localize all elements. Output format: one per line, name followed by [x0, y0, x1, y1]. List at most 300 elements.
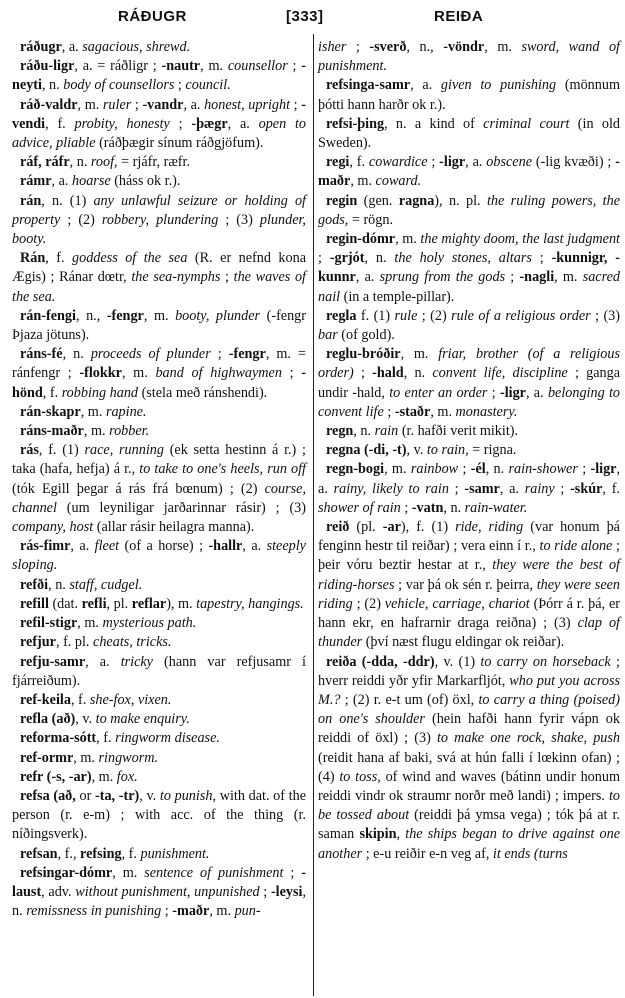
entry-text: , a. = ráðligr ; — [74, 58, 162, 75]
gloss: to carry on horseback — [480, 653, 611, 670]
headword: rán — [20, 192, 42, 209]
gloss: staff, cudgel. — [69, 576, 143, 593]
entry-text: , f., — [57, 845, 81, 862]
gloss: mysterious path. — [102, 615, 197, 632]
gloss: tapestry, hangings. — [196, 595, 304, 612]
entry-text: ; þeir vóru beztir hestar at r., — [318, 538, 620, 574]
entry-text: , m. — [112, 864, 145, 881]
entry-text: , f. — [96, 730, 116, 747]
entry-text: ; (2) — [352, 595, 385, 612]
entry-text: ; — [427, 154, 440, 171]
dictionary-entry — [318, 38, 620, 76]
entry-text: , — [396, 826, 406, 843]
dictionary-entry — [318, 76, 620, 114]
entry-text: (pl. — [349, 519, 383, 536]
entry-text: ; — [259, 883, 271, 900]
entry-text: ; — [131, 96, 143, 113]
dictionary-entry — [318, 307, 620, 345]
entry-text: , a. — [318, 461, 621, 497]
entry-text: , m. = ránfengr ; — [12, 346, 307, 382]
entry-text: , m. — [350, 173, 376, 190]
gloss: rainy — [524, 480, 555, 497]
entry-text: , n. — [62, 346, 91, 363]
entry-text: , n. — [353, 423, 375, 440]
entry-text: = rigna. — [468, 442, 517, 459]
headword: rán-skapr — [20, 403, 81, 420]
entry-text: (of gold). — [337, 327, 395, 344]
gloss: it ends (turns — [492, 845, 568, 862]
headword: -maðr — [172, 903, 210, 920]
gloss: criminal court — [483, 115, 570, 132]
dictionary-entry — [12, 729, 306, 748]
headword: rán-fengi — [20, 307, 76, 324]
entry-text: , a. — [183, 96, 205, 113]
dictionary-entry — [318, 153, 620, 191]
gloss: fox. — [116, 768, 138, 785]
headword: -kunnigr, -kunnr — [318, 250, 621, 286]
gloss: rainbow — [410, 461, 459, 478]
gloss: rain-water. — [464, 499, 528, 516]
entry-text: ; — [577, 461, 591, 478]
headword: -skúr — [570, 480, 603, 497]
gloss: booty, plunder — [175, 307, 261, 324]
gloss: probity, honesty — [74, 115, 170, 132]
headword: -vandr — [142, 96, 184, 113]
entry-text: , a. — [499, 480, 525, 497]
dictionary-entry — [12, 38, 306, 57]
gloss: proceeds of plunder — [90, 346, 211, 363]
dictionary-entry — [12, 422, 306, 441]
entry-text: , f. — [45, 115, 75, 132]
entry-text: , m. — [73, 749, 99, 766]
entry-text: , m. — [121, 365, 156, 382]
entry-text: , m. — [143, 307, 176, 324]
entry-text: , adv. — [41, 883, 76, 900]
gloss: counsellor — [227, 58, 288, 75]
headword: refði — [20, 576, 49, 593]
gloss: cheats, tricks. — [93, 634, 172, 651]
dictionary-entry — [318, 441, 620, 460]
entry-text: ; — [290, 96, 302, 113]
entry-text: (in a temple-pillar). — [340, 288, 455, 305]
entry-text: , m. — [209, 903, 235, 920]
gloss: ringworm. — [98, 749, 159, 766]
entry-text: , n. — [443, 499, 465, 516]
dictionary-entry — [318, 653, 620, 864]
entry-text: ; — [505, 269, 520, 286]
gloss: course, channel — [12, 480, 306, 516]
gloss: belonging to convent life — [318, 384, 620, 420]
dictionary-entry — [12, 845, 306, 864]
gloss: ruler — [102, 96, 132, 113]
entry-text: , a. — [410, 77, 441, 94]
gloss: plunder, booty. — [12, 211, 306, 248]
entry-text: ; — [174, 77, 186, 94]
gloss: sword, wand of punishment. — [318, 39, 620, 75]
gloss: ride, riding — [455, 519, 524, 536]
headword: -ta, -tr) — [95, 787, 140, 804]
entry-text: ; — [353, 365, 373, 382]
gloss: the waves of the sea. — [12, 269, 306, 305]
entry-text: , f. — [602, 480, 620, 497]
dictionary-entry — [318, 345, 620, 422]
entry-text: (reiddi þá ymsa vega) ; tók þá at r. saman — [318, 807, 620, 843]
gloss: rapine. — [105, 403, 147, 420]
entry-text: (hann var refjusamr í fjárreiðum). — [12, 653, 306, 689]
headword: regn-bogi — [326, 461, 385, 478]
dictionary-entry — [318, 192, 620, 230]
gloss: rule — [394, 307, 418, 324]
entry-text: ; ganga undir -hald, — [318, 365, 621, 401]
entry-text: ), m. — [166, 595, 197, 612]
headword: -neyti — [12, 58, 306, 94]
entry-text: , a. — [85, 653, 121, 670]
headword: regla — [326, 307, 357, 324]
entry-text: ; — [554, 480, 571, 497]
dictionary-entry — [12, 441, 306, 537]
headword: refla (að) — [20, 711, 76, 728]
entry-text: , n. — [69, 154, 91, 171]
dictionary-entry — [318, 230, 620, 307]
dictionary-entry — [12, 633, 306, 652]
headword: refju-samr — [20, 653, 86, 670]
entry-text: ; e-u reiðir e-n veg af, — [362, 845, 493, 862]
headword: regin-dómr — [326, 231, 396, 248]
gloss: they were the best of riding-horses — [318, 557, 620, 593]
entry-text: , n. — [403, 365, 433, 382]
entry-text: , a. — [242, 538, 267, 555]
gloss: band of highwaymen — [155, 365, 282, 382]
entry-text: (var honum þá fenginn hestr til reiðar) ; vera einn í r., — [318, 519, 620, 555]
left-column — [12, 38, 306, 921]
entry-text: , f. — [349, 154, 369, 171]
entry-text: ; — [531, 250, 552, 267]
gloss: race, running — [84, 442, 164, 459]
entry-text: , m. — [200, 58, 228, 75]
dictionary-entry — [12, 537, 306, 575]
entry-text: of wind and waves (bátinn undir honum reiddi vindr ok straumr norðr með landi) ; impers. — [318, 768, 620, 804]
gloss: hoarse — [72, 173, 111, 190]
entry-text: , n. — [364, 250, 395, 267]
entry-text: ; — [346, 39, 370, 55]
entry-text: ; — [169, 115, 192, 132]
gloss: to ride alone — [539, 538, 613, 555]
dictionary-entry — [318, 115, 620, 153]
gloss: robbery, plundering — [101, 211, 219, 228]
headword: reforma-sótt — [20, 730, 97, 747]
entry-text: (stela með ránshendi). — [138, 384, 268, 401]
entry-text: ; — [448, 480, 465, 497]
gloss: sentence of punishment — [144, 864, 284, 881]
gloss: to take to one's heels, run off — [139, 461, 306, 478]
entry-text: , m. — [484, 39, 522, 55]
headword: refjur — [20, 634, 56, 651]
headword: ref-keila — [20, 691, 71, 708]
headword: regin — [326, 192, 358, 209]
dictionary-entry — [12, 172, 306, 191]
headword: -ligr — [499, 384, 526, 401]
entry-text: ; — [287, 58, 302, 75]
gloss: to be tossed about — [318, 787, 620, 824]
gloss: ringworm disease. — [115, 730, 220, 747]
entry-text: ; (3) — [218, 211, 260, 228]
gloss: robbing hand — [61, 384, 139, 401]
entry-text: (in old Sweden). — [318, 115, 621, 152]
dictionary-entry — [12, 249, 306, 307]
entry-text: , m. — [77, 615, 103, 632]
entry-text: with dat. of the person (r. e-m) ; with acc. of the thing (r. níðingsverk). — [12, 787, 307, 843]
dictionary-entry — [318, 518, 620, 652]
gloss: isher — [318, 39, 347, 55]
gloss: they were seen riding — [318, 576, 621, 612]
gloss: remissness in punishing — [26, 903, 162, 920]
headword: -nautr — [161, 58, 201, 75]
gloss: cowardice — [368, 154, 428, 171]
entry-text: (Þórr á r. þá, er hann ekr, en hafrarnir draga reiðna) ; (3) — [318, 595, 620, 632]
gloss: company, host — [12, 519, 94, 536]
entry-text: ), f. (1) — [400, 519, 456, 536]
dictionary-entry — [318, 422, 620, 441]
entry-text: (allar rásir heilagra manna). — [93, 519, 255, 536]
headword: refsinga-samr — [326, 77, 411, 94]
entry-text: ; (2) — [417, 307, 452, 324]
headword: refsi-þing — [326, 115, 385, 132]
gloss: the mighty doom, the last judgment — [420, 231, 620, 248]
entry-text: , v. — [406, 442, 427, 459]
entry-text: , v. — [139, 787, 160, 804]
gloss: fleet — [94, 538, 120, 555]
entry-text: , n. — [485, 461, 509, 478]
entry-text: (því næst flugu eldingar ok reiðar). — [362, 634, 565, 651]
entry-text: , m. — [77, 96, 103, 113]
dictionary-entry — [12, 710, 306, 729]
gloss: sagacious, shrewd. — [82, 39, 191, 55]
dictionary-entry — [12, 691, 306, 710]
headword: -maðr — [318, 154, 620, 190]
gloss: rain-shower — [508, 461, 578, 478]
entry-text: , n., — [75, 307, 107, 324]
dictionary-entry — [12, 768, 306, 787]
headword: reið — [326, 519, 350, 536]
gloss: to rain, — [426, 442, 469, 459]
headword: rás-fimr — [20, 538, 71, 555]
headword: ref-ormr — [20, 749, 74, 766]
entry-text: ; — [281, 365, 302, 382]
gloss: pun- — [234, 903, 261, 920]
headword: rás — [20, 442, 39, 459]
entry-text: (ráðþægir sínum ráðgjöfum). — [95, 135, 264, 152]
headword: Rán — [20, 250, 46, 267]
entry-text: (um leyniligar jarðarinnar rásir) ; (3) — [56, 499, 306, 516]
entry-text: (reidit hana af baki, svá at hún falli í lœkinn ofan) ; (4) — [318, 749, 620, 785]
gloss: obscene — [486, 154, 532, 171]
entry-text: , a. — [465, 154, 487, 171]
entry-text: , n. — [41, 77, 64, 94]
headword: -ar — [382, 519, 401, 536]
dictionary-entry — [12, 403, 306, 422]
dictionary-entry — [12, 153, 306, 172]
gloss: open to advice, pliable — [12, 115, 306, 152]
gloss: council. — [185, 77, 231, 94]
gloss: rain — [374, 423, 399, 440]
entry-text: , m. — [83, 423, 110, 440]
entry-text: , f. (1) — [38, 442, 85, 459]
entry-text: ; (2) — [60, 211, 102, 228]
headword: regn — [326, 423, 354, 440]
entry-text: ; var þá ok sén r. þeirra, — [394, 576, 537, 593]
headword: -nagli — [519, 269, 555, 286]
entry-text: ; — [383, 403, 395, 420]
dictionary-entry — [12, 787, 306, 845]
headword: ráns-maðr — [20, 423, 84, 440]
gloss: without punishment, unpunished — [75, 883, 260, 900]
entry-text: ; — [487, 384, 500, 401]
entry-text: ; — [400, 499, 412, 516]
headword: -vendi — [12, 96, 306, 132]
gloss: honest, upright — [204, 96, 291, 113]
entry-text: , m. — [430, 403, 456, 420]
entry-text: , f. — [70, 691, 90, 708]
dictionary-entry — [12, 345, 306, 403]
dictionary-entry — [12, 614, 306, 633]
entry-text: = rögn. — [348, 211, 394, 228]
gloss: given to punishing — [440, 77, 557, 94]
headword: refsingar-dómr — [20, 864, 113, 881]
entry-text: ), n. pl. — [434, 192, 487, 209]
headword: ráðu-ligr — [20, 58, 75, 75]
entry-text: , m. — [400, 346, 439, 363]
gloss: clap of thunder — [318, 615, 620, 651]
headword: -hallr — [208, 538, 243, 555]
dictionary-entry — [12, 307, 306, 345]
headword: -sverð — [369, 39, 407, 55]
headword: regi — [326, 154, 350, 171]
gloss: roof, — [90, 154, 118, 171]
dictionary-entry — [12, 96, 306, 154]
entry-text: ; (3) — [590, 307, 620, 324]
gloss: friar, brother (of a religious order) — [318, 346, 620, 382]
gloss: sacred nail — [318, 269, 620, 305]
headword: ráns-fé — [20, 346, 63, 363]
entry-text: ; (2) r. e-t um (of) öxl, — [340, 691, 479, 708]
headword: -grjót — [329, 250, 365, 267]
entry-text: ; — [220, 269, 234, 286]
entry-text: , a. — [227, 115, 259, 132]
headword: reflar — [131, 595, 167, 612]
entry-text: ; — [318, 250, 330, 267]
entry-text: (mönnum þótti hann harðr ok r.). — [318, 77, 620, 113]
gloss: monastery. — [455, 403, 518, 420]
entry-text: , n. (1) — [41, 192, 94, 209]
gloss: to punish, — [159, 787, 217, 804]
gloss: to enter an order — [389, 384, 488, 401]
gloss: convent life, discipline — [432, 365, 568, 382]
gloss: vehicle, carriage, chariot — [384, 595, 530, 612]
gloss: the holy stones, altars — [394, 250, 532, 267]
headword: refill — [20, 595, 49, 612]
column-divider — [313, 34, 314, 996]
header-last-word: REIÐA — [434, 8, 484, 25]
headword: -flokkr — [79, 365, 122, 382]
entry-text: , m. — [80, 403, 106, 420]
dictionary-entry — [12, 864, 306, 922]
gloss: she-fox, vixen. — [89, 691, 172, 708]
gloss: to carry a thing (poised) on one's shoulder — [318, 691, 620, 728]
dictionary-entry — [12, 595, 306, 614]
entry-text: , a. — [525, 384, 548, 401]
headword: ráðugr — [20, 39, 62, 55]
gloss: rainy, likely to rain — [333, 480, 449, 497]
headword: refsan — [20, 845, 58, 862]
gloss: to make enquiry. — [95, 711, 190, 728]
entry-text: , n. — [12, 883, 307, 920]
page-number: [333] — [286, 8, 324, 25]
headword: refil-stigr — [20, 615, 78, 632]
headword: skipin — [359, 826, 397, 843]
entry-text: (r. hafði verit mikit). — [398, 423, 519, 440]
headword: ragna — [398, 192, 435, 209]
entry-text: (háss ok r.). — [110, 173, 181, 190]
entry-text: , f. — [42, 384, 62, 401]
entry-text: f. (1) — [356, 307, 395, 324]
entry-text: , v. — [75, 711, 96, 728]
entry-text: , m. — [395, 231, 421, 248]
entry-text: ; — [283, 864, 302, 881]
entry-text: , pl. — [106, 595, 132, 612]
header-first-word: RÁÐUGR — [118, 8, 187, 25]
entry-text: , v. (1) — [434, 653, 481, 670]
headword: -ligr — [590, 461, 617, 478]
gloss: to make one rock, shake, push — [436, 730, 620, 747]
headword: -vatn — [411, 499, 444, 516]
entry-text: ; — [210, 346, 229, 363]
dictionary-entry — [12, 749, 306, 768]
dictionary-entry — [12, 57, 306, 95]
entry-text: (of a horse) ; — [119, 538, 209, 555]
entry-text: (tók Egill þegar á rás frá bœnum) ; (2) — [12, 480, 265, 497]
entry-text: , a. — [61, 39, 83, 55]
headword: refsing — [80, 845, 122, 862]
entry-text: (-lig kvæði) ; — [532, 154, 616, 171]
headword: reglu-bróðir — [326, 346, 401, 363]
headword: ráð-valdr — [20, 96, 78, 113]
headword: -fengr — [106, 307, 144, 324]
headword: -laust — [12, 864, 306, 900]
entry-text: , n. a kind of — [384, 115, 484, 132]
headword: -ligr — [439, 154, 466, 171]
headword: refli — [81, 595, 107, 612]
gloss: steeply sloping. — [12, 538, 306, 574]
headword: regna (-di, -t) — [326, 442, 407, 459]
gloss: robber. — [109, 423, 150, 440]
headword: refsa (að, — [20, 787, 76, 804]
headword: -hald — [372, 365, 404, 382]
dictionary-entry — [12, 576, 306, 595]
entry-text: ; hverr reiddi yðr yfir Markarfljót, — [318, 653, 620, 689]
headword: -él — [470, 461, 486, 478]
dictionary-entry — [12, 653, 306, 691]
headword: -leysi — [270, 883, 303, 900]
entry-text: (dat. — [48, 595, 82, 612]
gloss: bar — [318, 327, 338, 344]
gloss: goddess of the sea — [72, 250, 188, 267]
gloss: the ruling powers, the gods, — [318, 192, 621, 228]
entry-text: or — [75, 787, 96, 804]
running-header — [0, 8, 625, 34]
entry-text: , a. — [51, 173, 73, 190]
gloss: tricky — [120, 653, 153, 670]
headword: -fengr — [228, 346, 266, 363]
